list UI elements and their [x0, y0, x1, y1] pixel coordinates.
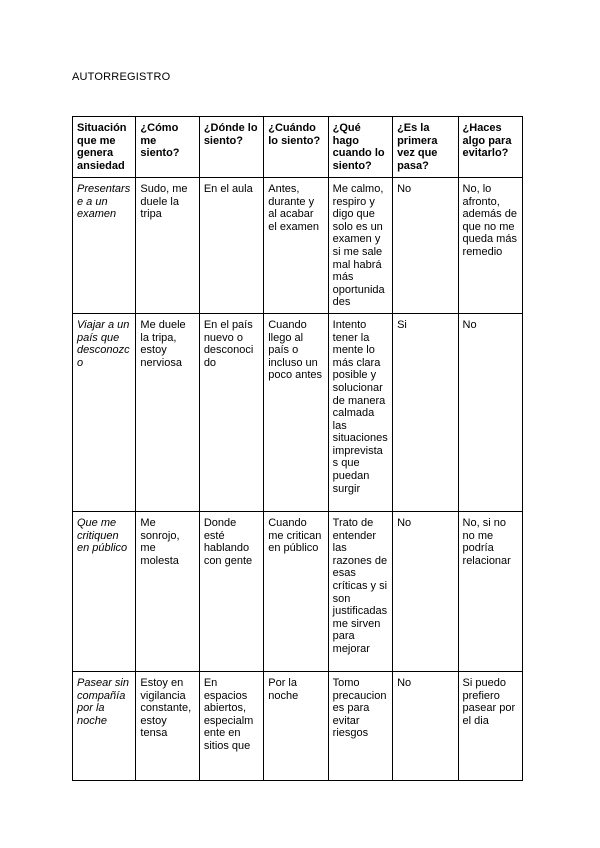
cell-situation: Presentarse a un examen: [73, 178, 136, 314]
cell-what-do: Trato de entender las razones de esas críticas y si son justificadas me sirven para mejorar: [328, 511, 392, 671]
cell-situation: Pasear sin compañía por la noche: [73, 671, 136, 780]
cell-what-do: Tomo precauciones para evitar riesgos: [328, 671, 392, 780]
cell-situation: Que me critiquen en público: [73, 511, 136, 671]
cell-avoid: Si puedo prefiero pasear por el dia: [458, 671, 522, 780]
cell-when-feel: Antes, durante y al acabar el examen: [264, 178, 328, 314]
self-register-table: [72, 116, 523, 781]
cell-what-do: Intento tener la mente lo más clara posible y solucionar de manera calmada las situaciones imprevistas que puedan surgir: [328, 313, 392, 511]
header-how-feel: ¿Cómo me siento?: [136, 117, 199, 178]
cell-where-feel: En el país nuevo o desconocido: [199, 313, 263, 511]
cell-avoid: No, si no no me podría relacionar: [458, 511, 522, 671]
cell-first-time: No: [393, 671, 458, 780]
cell-avoid: No: [458, 313, 522, 511]
cell-how-feel: Me sonrojo, me molesta: [136, 511, 199, 671]
table-row: [73, 313, 523, 511]
cell-situation: Viajar a un país que desconozco: [73, 313, 136, 511]
cell-how-feel: Sudo, me duele la tripa: [136, 178, 199, 314]
document-title: AUTORREGISTRO: [72, 71, 171, 83]
cell-how-feel: Estoy en vigilancia constante, estoy tensa: [136, 671, 199, 780]
cell-where-feel: Donde esté hablando con gente: [199, 511, 263, 671]
cell-how-feel: Me duele la tripa, estoy nerviosa: [136, 313, 199, 511]
table-header-row: [73, 117, 523, 178]
cell-first-time: No: [393, 178, 458, 314]
header-situation: Situación que me genera ansiedad: [73, 117, 136, 178]
cell-when-feel: Cuando me critican en público: [264, 511, 328, 671]
cell-avoid: No, lo afronto, además de que no me queda más remedio: [458, 178, 522, 314]
cell-first-time: No: [393, 511, 458, 671]
cell-where-feel: En el aula: [199, 178, 263, 314]
cell-what-do: Me calmo, respiro y digo que solo es un examen y si me sale mal habrá más oportunidades: [328, 178, 392, 314]
cell-where-feel: En espacios abiertos, especialmente en sitios que: [199, 671, 263, 780]
table-row: [73, 178, 523, 314]
cell-when-feel: Por la noche: [264, 671, 328, 780]
header-avoid: ¿Haces algo para evitarlo?: [458, 117, 522, 178]
header-first-time: ¿Es la primera vez que pasa?: [393, 117, 458, 178]
header-what-do: ¿Qué hago cuando lo siento?: [328, 117, 392, 178]
header-where-feel: ¿Dónde lo siento?: [199, 117, 263, 178]
cell-when-feel: Cuando llego al país o incluso un poco antes: [264, 313, 328, 511]
table-row: [73, 671, 523, 780]
header-when-feel: ¿Cuándo lo siento?: [264, 117, 328, 178]
table-row: [73, 511, 523, 671]
cell-first-time: Si: [393, 313, 458, 511]
